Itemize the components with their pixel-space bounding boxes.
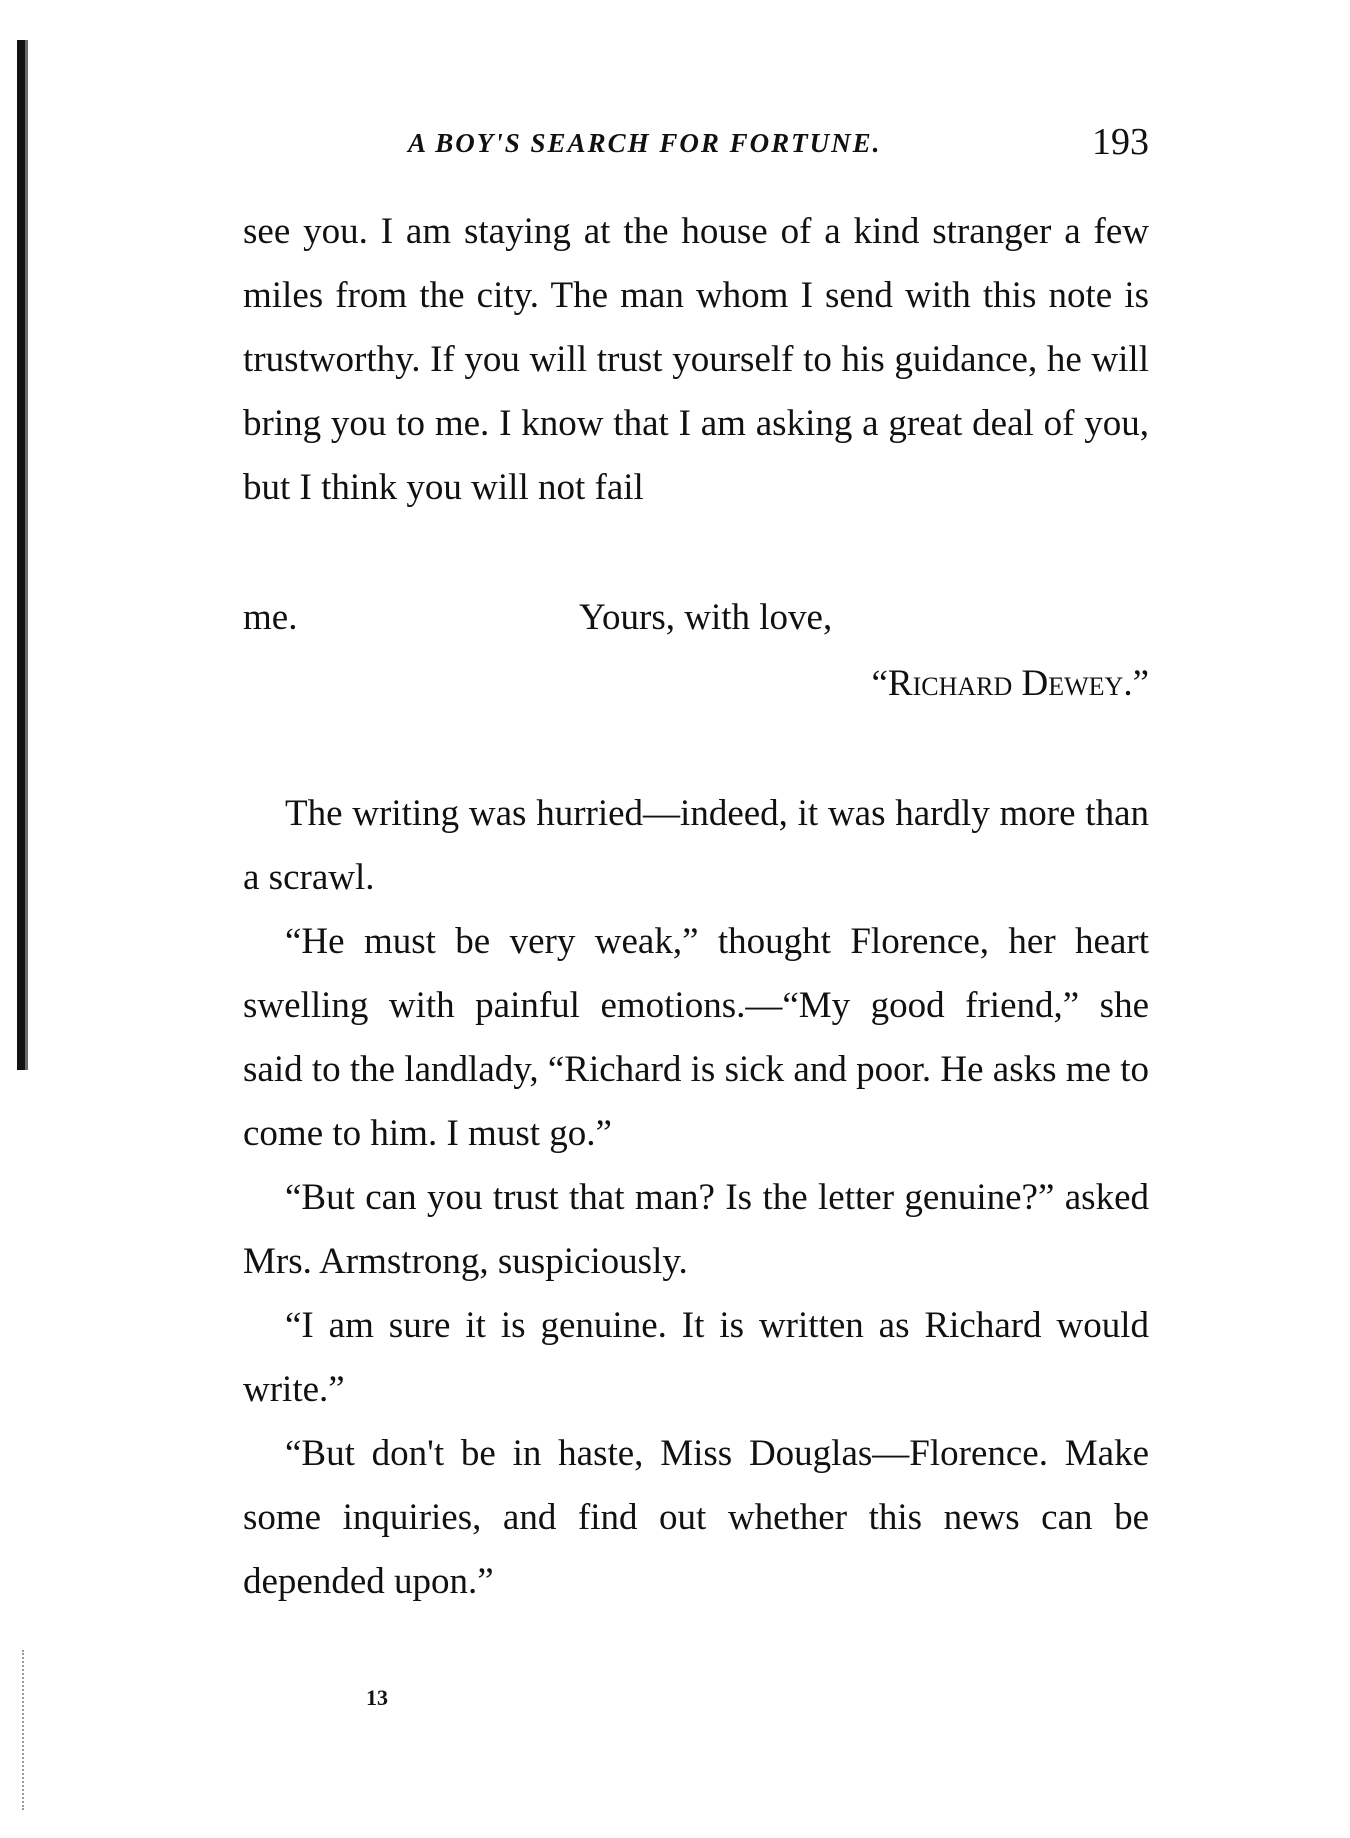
- signature-mark: 13: [366, 1685, 388, 1710]
- paragraph: The writing was hurried—indeed, it was hardly more than a scrawl.: [243, 793, 1149, 898]
- paragraph: “But can you trust that man? Is the letter genuine?” asked Mrs. Armstrong, suspiciously.: [243, 1177, 1149, 1282]
- letter-closing: [243, 586, 1149, 650]
- paragraph: “But don't be in haste, Miss Douglas—Florence. Make some inquiries, and find out whether this news can be depended upon.”: [243, 1433, 1149, 1602]
- letter-paragraph: see you. I am staying at the house of a kind stranger a few miles from the city. The man whom I send with this note is trustworthy. If you will trust yourself to his guidance, he will bring you to me. I know that I am asking a great deal of you, but I think you will not fail: [243, 211, 1149, 508]
- page-number: 193: [1092, 121, 1149, 163]
- closing-phrase: Yours, with love,: [579, 597, 833, 638]
- letter-signature: “Richard Dewey.”: [871, 663, 1149, 704]
- page-header: [243, 120, 1149, 170]
- page-edge-shadow: [17, 40, 25, 1070]
- letter-body: [243, 200, 1149, 520]
- closing-word: me.: [243, 597, 298, 638]
- narrative-text: [243, 782, 1149, 1614]
- paragraph: “I am sure it is genuine. It is written as Richard would write.”: [243, 1305, 1149, 1410]
- page-edge-specks: [22, 1650, 27, 1810]
- paragraph: “He must be very weak,” thought Florence, her heart swelling with painful emotions.—“My good friend,” she said to the landlady, “Richard is sick and poor. He asks me to come to him. I must go.”: [243, 921, 1149, 1154]
- page-edge-shadow-inner: [25, 40, 28, 1070]
- running-title: A BOY'S SEARCH FOR FORTUNE.: [408, 128, 882, 158]
